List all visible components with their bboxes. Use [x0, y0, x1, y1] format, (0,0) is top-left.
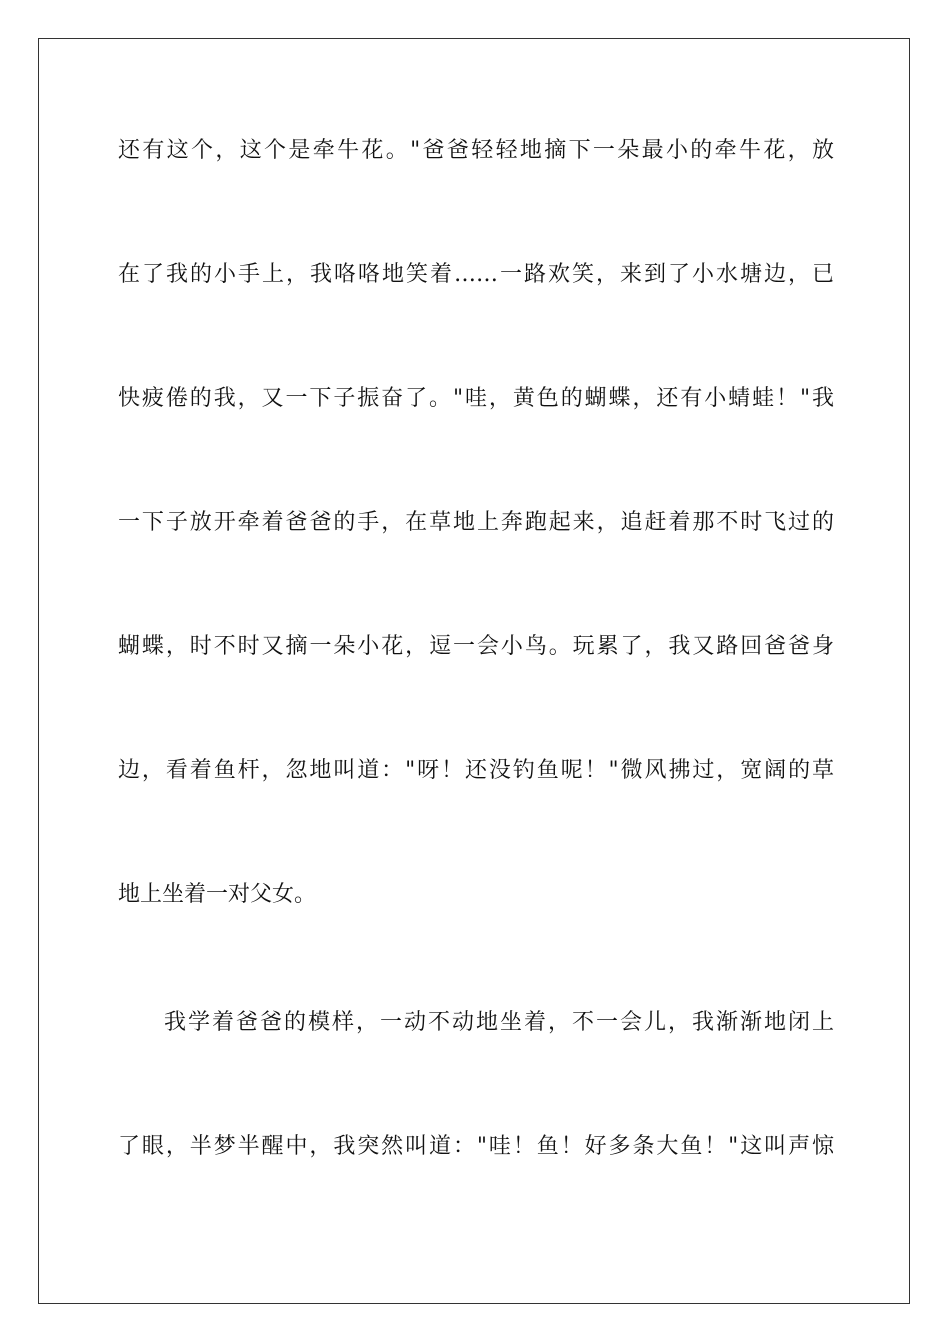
paragraph-line: 边，看着鱼杆，忽地叫道："呀！还没钓鱼呢！"微风拂过，宽阔的草	[118, 758, 834, 783]
page-border	[38, 38, 910, 1304]
paragraph-line: 在了我的小手上，我咯咯地笑着……一路欢笑，来到了小水塘边，已	[118, 262, 834, 287]
paragraph-line: 了眼，半梦半醒中，我突然叫道："哇！鱼！好多条大鱼！"这叫声惊	[118, 1134, 834, 1159]
paragraph-line: 还有这个，这个是牵牛花。"爸爸轻轻地摘下一朵最小的牵牛花，放	[118, 138, 834, 163]
paragraph-line: 蝴蝶，时不时又摘一朵小花，逗一会小鸟。玩累了，我又路回爸爸身	[118, 634, 834, 659]
paragraph-line: 我学着爸爸的模样，一动不动地坐着，不一会儿，我渐渐地闭上	[164, 1010, 834, 1035]
paragraph-line: 快疲倦的我，又一下子振奋了。"哇，黄色的蝴蝶，还有小蜻蛙！"我	[118, 386, 834, 411]
paragraph-line: 地上坐着一对父女。	[118, 882, 317, 907]
paragraph-line: 一下子放开牵着爸爸的手，在草地上奔跑起来，追赶着那不时飞过的	[118, 510, 834, 535]
